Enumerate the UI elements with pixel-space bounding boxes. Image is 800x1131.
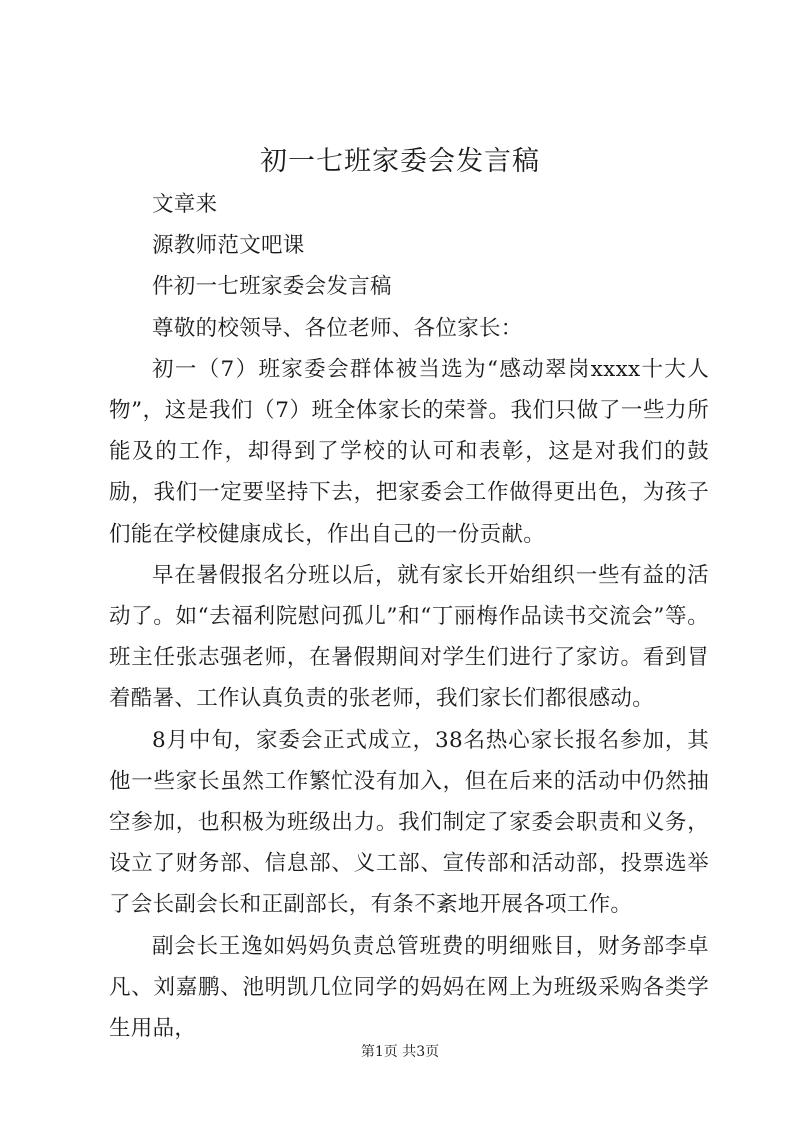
document-body: [109, 184, 709, 1049]
paragraph-honor: 初一（7）班家委会群体被当选为“感动翠岗xxxx十大人物”，这是我们（7）班全体家长的荣誉。我们只做了一些力所能及的工作，却得到了学校的认可和表彰，这是对我们的鼓励，我们一定要坚持下去，把家委会工作做得更出色，为孩子们能在学校健康成长，作出自己的一份贡献。: [109, 356, 709, 547]
page-number-footer: 第1页 共3页: [360, 1044, 440, 1060]
document-title: 初一七班家委会发言稿: [260, 146, 540, 177]
paragraph-salutation: 尊敬的校领导、各位老师、各位家长：: [152, 315, 523, 341]
paragraph-source-3: 件初一七班家委会发言稿: [152, 274, 392, 300]
paragraph-summer-activities: 早在暑假报名分班以后，就有家长开始组织一些有益的活动了。如“去福利院慰问孤儿”和“丁丽梅作品读书交流会”等。班主任张志强老师，在暑假期间对学生们进行了家访。看到冒着酷暑、工作认真负责的张老师，我们家长们都很感动。: [109, 562, 709, 712]
paragraph-source-1: 文章来: [152, 192, 218, 217]
paragraph-finance: 副会长王逸如妈妈负责总管班费的明细账目，财务部李卓凡、刘嘉鹏、池明凯几位同学的妈妈在网上为班级采购各类学生用品，: [109, 933, 709, 1042]
paragraph-committee-founded: 8月中旬，家委会正式成立，38名热心家长报名参加，其他一些家长虽然工作繁忙没有加入，但在后来的活动中仍然抽空参加，也积极为班级出力。我们制定了家委会职责和义务，设立了财务部、信息部、义工部、宣传部和活动部，投票选举了会长副会长和正副部长，有条不紊地开展各项工作。: [109, 727, 709, 918]
paragraph-source-2: 源教师范文吧课: [152, 233, 305, 259]
